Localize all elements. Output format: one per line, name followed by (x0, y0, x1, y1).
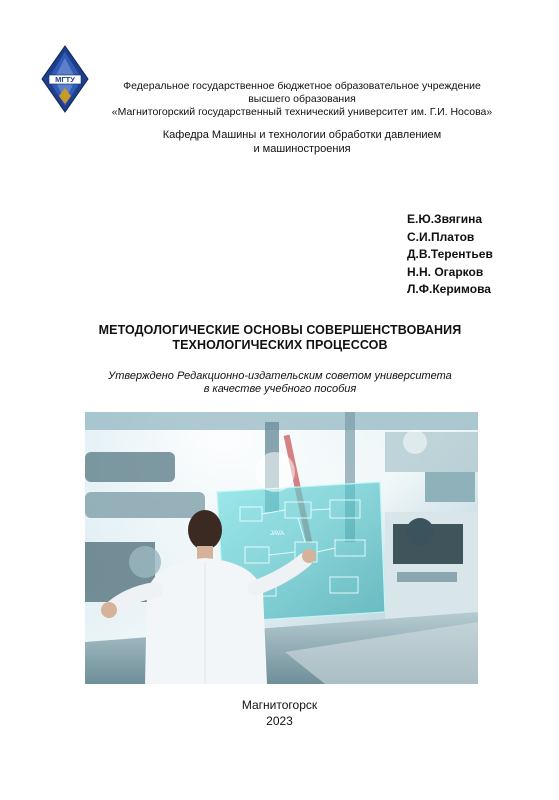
cover-illustration (85, 412, 478, 684)
institution-name (92, 80, 512, 119)
university-logo-icon (40, 44, 90, 114)
approval-note (70, 370, 490, 396)
institution-line-3: «Магнитогорский государственный технический университет им. Г.И. Носова» (111, 106, 493, 118)
title-line-1: МЕТОДОЛОГИЧЕСКИЕ ОСНОВЫ СОВЕРШЕНСТВОВАНИЯ (98, 323, 462, 337)
publication-info (0, 697, 559, 729)
department-line-2: и машиностроения (253, 143, 351, 155)
department-name (92, 128, 512, 156)
author: Л.Ф.Керимова (407, 282, 491, 296)
publication-city: Магнитогорск (241, 698, 318, 712)
publication-year: 2023 (266, 714, 293, 728)
author: Е.Ю.Звягина (407, 212, 483, 226)
hud-label: JAVA (270, 531, 285, 537)
title-line-2: ТЕХНОЛОГИЧЕСКИХ ПРОЦЕССОВ (172, 338, 388, 352)
approval-line-1: Утверждено Редакционно-издательским советом университета (108, 370, 452, 382)
approval-line-2: в качестве учебного пособия (203, 383, 357, 395)
institution-line-2: высшего образования (248, 93, 356, 105)
document-title (60, 323, 500, 353)
author: Д.В.Терентьев (407, 247, 493, 261)
logo-text: МГТУ (55, 75, 75, 85)
institution-line-1: Федеральное государственное бюджетное образовательное учреждение (123, 80, 481, 92)
author: Н.Н. Огарков (407, 264, 484, 279)
authors-list (407, 211, 493, 299)
department-line-1: Кафедра Машины и технологии обработки давлением (162, 129, 442, 141)
author: С.И.Платов (407, 229, 475, 244)
